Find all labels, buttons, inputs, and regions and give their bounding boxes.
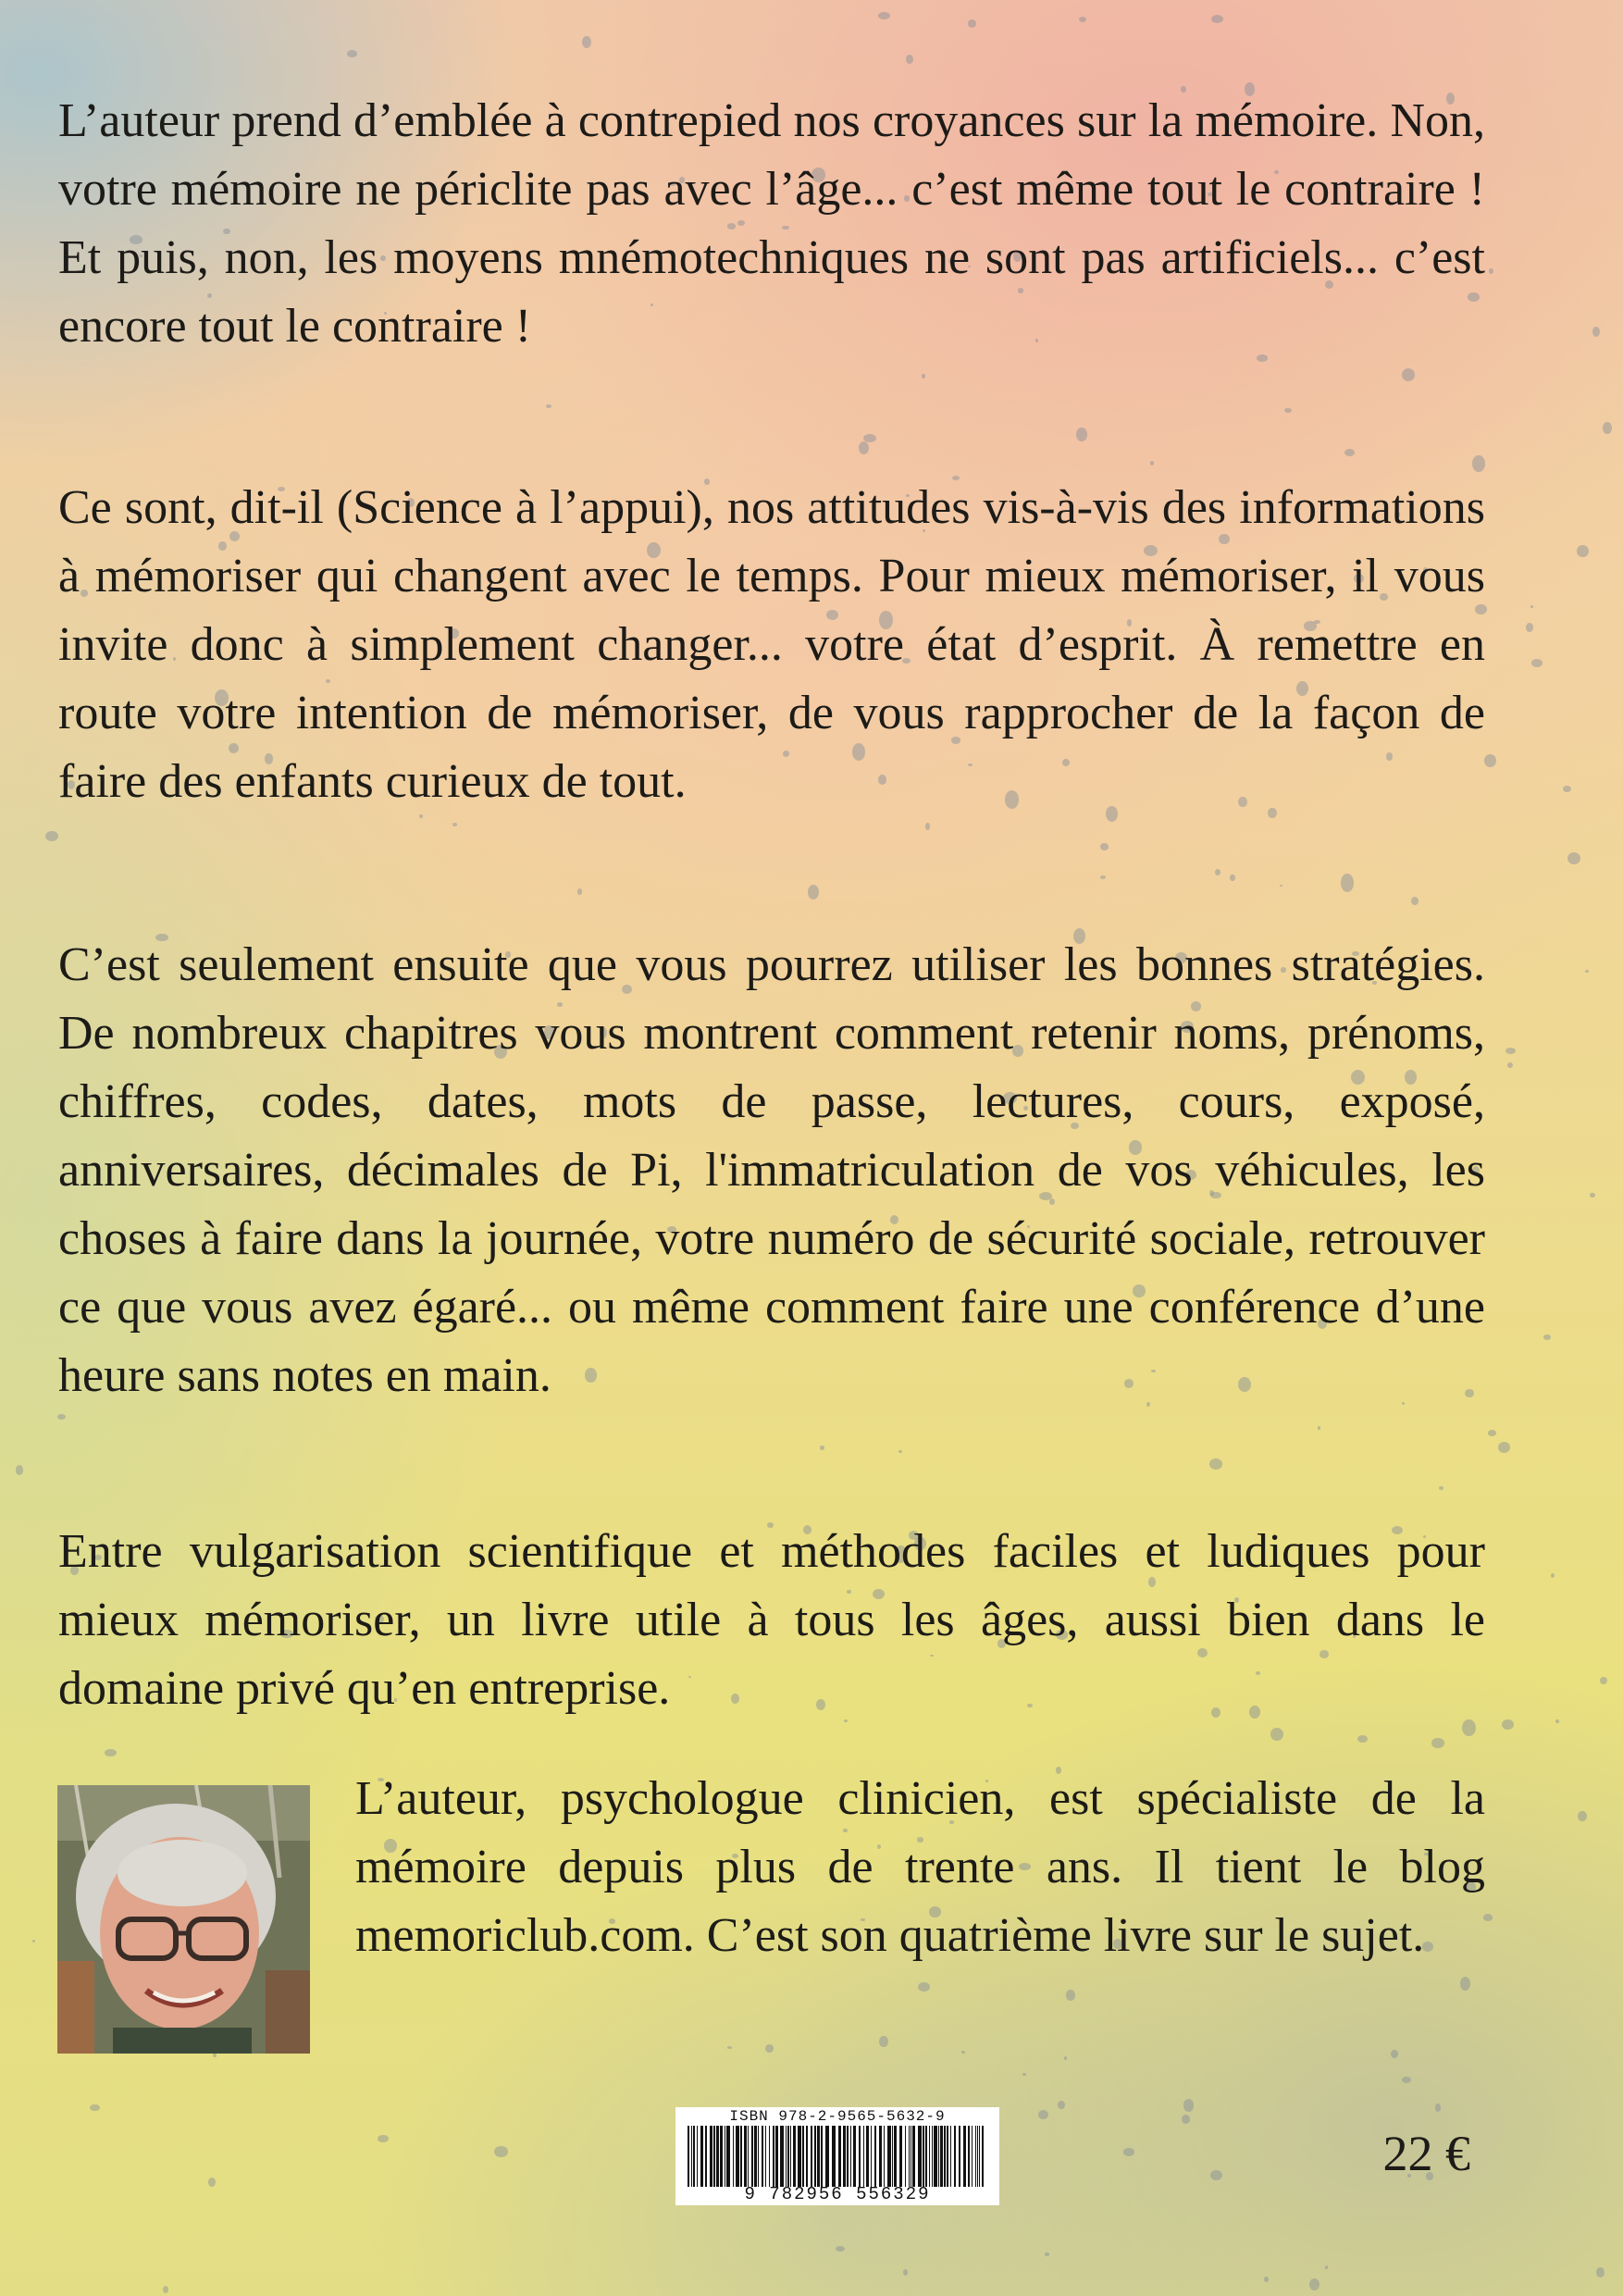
barcode-bar xyxy=(923,2126,924,2187)
background-speck xyxy=(1210,2170,1222,2180)
background-speck xyxy=(1318,1426,1320,1430)
barcode-bar xyxy=(713,2126,715,2187)
barcode-bar xyxy=(786,2126,787,2187)
background-speck xyxy=(16,1465,23,1475)
barcode-bar xyxy=(859,2126,861,2187)
background-speck xyxy=(961,2051,964,2054)
author-portrait-illustration xyxy=(57,1785,310,2054)
author-bio: L’auteur, psychologue clinicien, est spécialiste de la mémoire depuis plus de trente ans. Il tient le blog memoriclub.com. C’est son quatrième livre sur le sujet. xyxy=(355,1772,1485,1962)
background-speck xyxy=(898,1450,902,1453)
background-speck xyxy=(727,2046,732,2049)
barcode-bar xyxy=(938,2126,939,2187)
background-speck xyxy=(925,823,930,830)
background-speck xyxy=(577,888,582,895)
barcode-bar xyxy=(751,2126,753,2187)
barcode-bar xyxy=(736,2126,739,2187)
barcode-bar xyxy=(740,2126,742,2187)
barcode-bar xyxy=(909,2126,910,2187)
background-speck xyxy=(922,374,925,378)
barcode-bar xyxy=(790,2126,791,2187)
background-speck xyxy=(1100,843,1109,850)
background-speck xyxy=(1325,2265,1328,2269)
barcode-bar xyxy=(963,2126,966,2187)
background-speck xyxy=(1526,623,1534,632)
background-speck xyxy=(1592,327,1600,337)
barcode-bar xyxy=(934,2126,937,2187)
background-speck xyxy=(820,1446,824,1450)
barcode-bar xyxy=(972,2126,973,2187)
background-speck xyxy=(1411,897,1419,905)
barcode-bar xyxy=(884,2126,885,2187)
background-speck xyxy=(1502,1719,1514,1731)
description-paragraph-4: Entre vulgarisation scientifique et méthodes faciles et ludiques pour mieux mémoriser, un livre utile à tous les âges, aussi bien dans le domaine privé qu’en entreprise. xyxy=(58,1525,1485,1715)
background-speck xyxy=(1402,368,1415,380)
background-speck xyxy=(1596,2267,1604,2278)
background-speck xyxy=(1066,1990,1075,2000)
background-speck xyxy=(57,1414,66,1420)
barcode-bar xyxy=(691,2126,692,2187)
background-speck xyxy=(1309,2278,1319,2290)
barcode-bar xyxy=(744,2126,747,2187)
background-speck xyxy=(1045,2253,1048,2256)
background-speck xyxy=(1341,874,1354,891)
barcode-bar xyxy=(866,2126,869,2187)
background-speck xyxy=(1563,786,1571,792)
barcode-bar xyxy=(977,2126,978,2187)
background-speck xyxy=(1391,2050,1398,2059)
barcode-bar xyxy=(726,2126,730,2187)
background-speck xyxy=(1460,1977,1470,1991)
background-speck xyxy=(1585,970,1589,973)
background-speck xyxy=(1531,659,1542,667)
barcode-bar xyxy=(968,2126,970,2187)
background-speck xyxy=(1600,1677,1607,1684)
background-speck xyxy=(494,2146,508,2157)
background-speck xyxy=(1567,852,1580,864)
barcode-bar xyxy=(871,2126,872,2187)
background-speck xyxy=(1123,2148,1134,2155)
background-speck xyxy=(213,2054,217,2056)
barcode-bar xyxy=(700,2126,703,2187)
barcode-bar xyxy=(720,2126,723,2187)
background-speck xyxy=(1603,422,1612,434)
barcode-bar xyxy=(979,2126,980,2187)
background-speck xyxy=(1230,875,1234,881)
barcode-bar xyxy=(733,2126,734,2187)
barcode-bar xyxy=(697,2126,698,2187)
barcode-bar xyxy=(716,2126,719,2187)
background-speck xyxy=(1209,1458,1222,1470)
barcode-bar xyxy=(925,2126,927,2187)
barcode-bar xyxy=(912,2126,915,2187)
barcode-bar xyxy=(905,2126,906,2187)
barcode-bar xyxy=(814,2126,816,2187)
barcode-bar xyxy=(982,2126,984,2187)
background-speck xyxy=(1498,1442,1510,1453)
background-speck xyxy=(1507,1062,1513,1068)
background-speck xyxy=(1530,605,1533,608)
background-speck xyxy=(1555,1719,1559,1722)
barcode-bar xyxy=(710,2126,712,2187)
barcode-bar xyxy=(832,2126,836,2187)
barcode-bar xyxy=(892,2126,893,2187)
background-speck xyxy=(1357,1735,1368,1743)
barcode-bar xyxy=(773,2126,774,2187)
barcode-bars xyxy=(682,2126,993,2187)
background-speck xyxy=(1344,449,1355,456)
background-speck xyxy=(1038,2110,1047,2119)
barcode-bar xyxy=(748,2126,749,2187)
background-speck xyxy=(105,1749,117,1756)
background-speck xyxy=(1402,2077,1411,2083)
ean-digits: 9 782956 556329 xyxy=(744,2184,931,2204)
background-speck xyxy=(90,2104,99,2111)
background-speck xyxy=(903,2269,908,2276)
barcode-bar xyxy=(843,2126,846,2187)
background-speck xyxy=(878,12,890,19)
background-speck xyxy=(452,823,457,825)
isbn-barcode xyxy=(675,2107,999,2205)
background-speck xyxy=(1280,885,1282,887)
barcode-bar xyxy=(975,2126,976,2187)
background-speck xyxy=(1489,268,1494,274)
background-speck xyxy=(1543,1334,1550,1340)
barcode-bar xyxy=(798,2126,801,2187)
background-speck xyxy=(808,885,819,900)
barcode-bar xyxy=(940,2126,943,2187)
barcode-bar xyxy=(688,2126,689,2187)
background-speck xyxy=(1100,875,1107,880)
background-speck xyxy=(968,19,976,28)
barcode-bar xyxy=(853,2126,856,2187)
background-speck xyxy=(1150,461,1154,465)
background-speck xyxy=(1058,2101,1065,2109)
background-speck xyxy=(906,55,913,64)
barcode-bar xyxy=(899,2126,902,2187)
background-speck xyxy=(1578,1811,1587,1822)
background-speck xyxy=(163,2286,168,2293)
background-speck xyxy=(1076,428,1087,441)
price-label: 22 € xyxy=(1382,2126,1470,2181)
background-speck xyxy=(1431,1738,1444,1747)
background-speck xyxy=(1435,2104,1442,2112)
barcode-bar xyxy=(762,2126,763,2187)
barcode-bar xyxy=(887,2126,891,2187)
background-speck xyxy=(208,2178,217,2187)
barcode-bar xyxy=(775,2126,778,2187)
barcode-bar xyxy=(850,2126,851,2187)
background-speck xyxy=(1079,17,1086,22)
barcode-bar xyxy=(879,2126,882,2187)
background-speck xyxy=(1439,1486,1443,1490)
barcode-bar xyxy=(825,2126,829,2187)
background-speck xyxy=(859,441,869,454)
author-photo xyxy=(57,1785,310,2054)
barcode-bar xyxy=(765,2126,766,2187)
background-speck xyxy=(1505,1048,1516,1055)
barcode-bar xyxy=(821,2126,823,2187)
barcode-bar xyxy=(769,2126,770,2187)
background-speck xyxy=(1211,15,1223,23)
barcode-bar xyxy=(863,2126,864,2187)
background-speck xyxy=(582,36,591,48)
barcode-bar xyxy=(811,2126,812,2187)
background-speck xyxy=(879,2036,887,2047)
background-speck xyxy=(1590,1193,1594,1198)
background-speck xyxy=(1264,2277,1269,2282)
background-speck xyxy=(1022,2073,1026,2076)
description-paragraph-3: C’est seulement ensuite que vous pourrez utiliser les bonnes stratégies. De nombreux chapitres vous montrent comment retenir noms, prénoms, chiffres, codes, dates, mots de passe, lectures, cours, exposé, anniversaires, décimales de Pi, l'immatriculation de vos véhicules, les choses à faire dans la journée, votre numéro de sécurité sociale, retrouver ce que vous avez égaré... ou même comment faire une conférence d’une heure sans notes en main. xyxy=(58,938,1485,1402)
background-speck xyxy=(1577,545,1589,557)
background-speck xyxy=(1484,754,1496,768)
barcode-bar xyxy=(954,2126,956,2187)
background-speck xyxy=(1270,1728,1283,1742)
barcode-bar xyxy=(944,2126,946,2187)
background-speck xyxy=(918,1982,929,1992)
barcode-bar xyxy=(838,2126,841,2187)
barcode-bar xyxy=(874,2126,876,2187)
barcode-bar xyxy=(705,2126,707,2187)
background-speck xyxy=(45,831,59,842)
background-speck xyxy=(546,404,551,408)
description-paragraph-2: Ce sont, dit-il (Science à l’appui), nos attitudes vis-à-vis des informations à mémoriser qui changent avec le temps. Pour mieux mémoriser, il vous invite donc à simplement changer... votre état d’esprit. À remettre en route votre intention de mémoriser, de vous rapprocher de la façon de faire des enfants curieux de tout. xyxy=(58,481,1485,808)
isbn-label: ISBN 978-2-9565-5632-9 xyxy=(729,2108,946,2125)
background-speck xyxy=(836,2246,846,2253)
barcode-bar xyxy=(693,2126,695,2187)
background-speck xyxy=(1551,1573,1555,1578)
barcode-bar xyxy=(787,2126,789,2187)
barcode-bar xyxy=(929,2126,930,2187)
barcode-bar xyxy=(894,2126,897,2187)
barcode-bar xyxy=(817,2126,820,2187)
barcode-bar xyxy=(959,2126,960,2187)
description-paragraph-1: L’auteur prend d’emblée à contrepied nos croyances sur la mémoire. Non, votre mémoire ne périclite pas avec l’âge... c’est même tout le contraire ! Et puis, non, les moyens mnémotechniques ne sont pas artificiels... c’est encore tout le contraire ! xyxy=(58,94,1485,353)
background-speck xyxy=(1183,2099,1194,2111)
background-speck xyxy=(1472,455,1485,472)
barcode-bar xyxy=(758,2126,759,2187)
background-speck xyxy=(1488,1430,1496,1436)
barcode-bar xyxy=(847,2126,849,2187)
barcode-bar xyxy=(793,2126,796,2187)
background-speck xyxy=(1215,869,1220,875)
barcode-bar xyxy=(802,2126,804,2187)
barcode-bar xyxy=(932,2126,933,2187)
background-speck xyxy=(1284,408,1292,413)
background-speck xyxy=(765,2044,774,2053)
barcode-bar xyxy=(754,2126,757,2187)
background-speck xyxy=(378,2135,389,2142)
background-speck xyxy=(32,1940,35,1942)
background-speck xyxy=(1064,2056,1068,2059)
background-speck xyxy=(1182,2115,1190,2124)
background-speck xyxy=(347,50,357,57)
barcode-bar xyxy=(950,2126,951,2187)
barcode-bar xyxy=(918,2126,922,2187)
barcode-bar xyxy=(947,2126,948,2187)
barcode-bar xyxy=(806,2126,808,2187)
barcode-bar xyxy=(780,2126,784,2187)
